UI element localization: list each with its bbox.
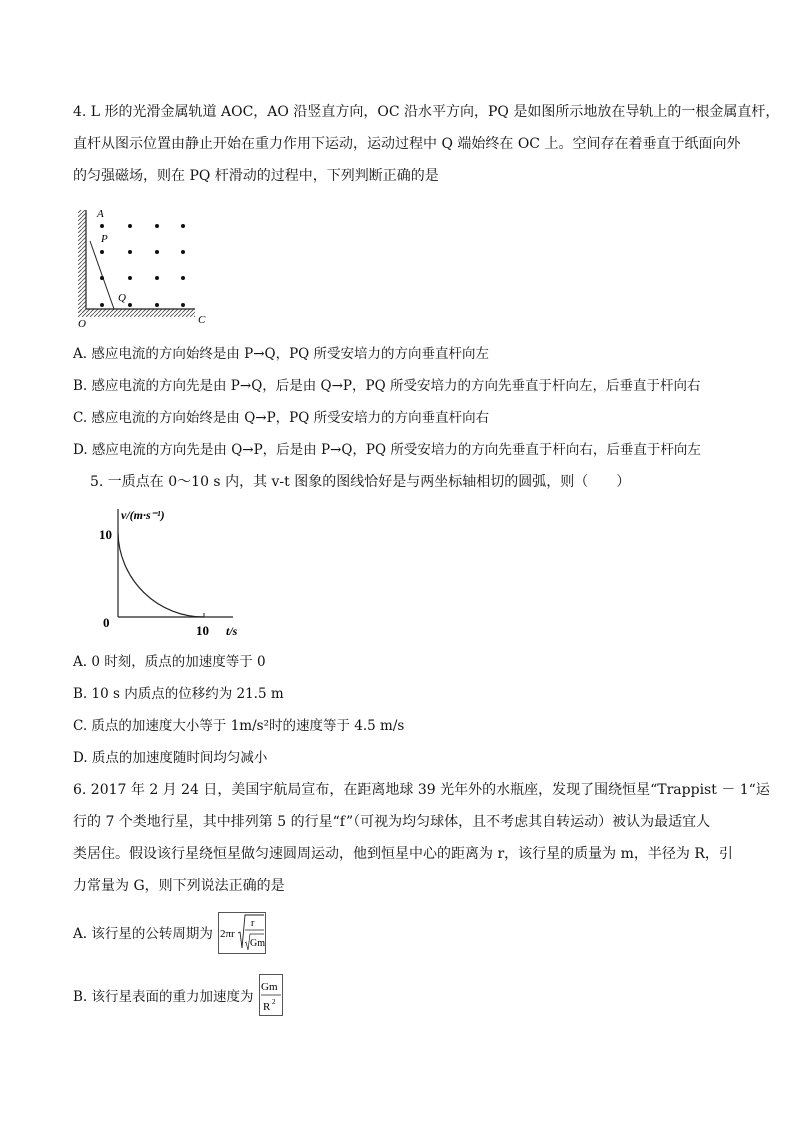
q5-option-a: A. 0 时刻，质点的加速度等于 0 xyxy=(73,654,266,670)
label-c: C xyxy=(198,314,206,326)
label-a: A xyxy=(97,208,104,220)
label-q: Q xyxy=(118,292,126,304)
y-tick-label: 10 xyxy=(99,527,112,542)
q4-option-b: B. 感应电流的方向先是由 P→Q，后是由 Q→P，PQ 所受安培力的方向先垂直于杆向左，后垂直于杆向右 xyxy=(73,378,701,394)
formula-den: Gm xyxy=(250,938,265,949)
q4-option-d: D. 感应电流的方向先是由 Q→P，后是由 P→Q，PQ 所受安培力的方向先垂直于杆向右，后垂直于杆向左 xyxy=(73,442,701,458)
q4-stem-line-3: 的匀强磁场，则在 PQ 杆滑动的过程中，下列判断正确的是 xyxy=(73,168,439,184)
label-o: O xyxy=(78,318,86,330)
label-p: P xyxy=(101,233,108,245)
q6-option-a-text: A. 该行星的公转周期为 xyxy=(73,926,213,942)
q6-stem-line-2: 行的 7 个类地行星，其中排列第 5 的行星“f”（可视为均匀球体，且不考虑其自转运动）被认为最适宜人 xyxy=(73,814,711,830)
q6-option-b-text: B. 该行星表面的重力加速度为 xyxy=(73,989,254,1005)
field-dots xyxy=(100,224,185,307)
x-axis-label: t/s xyxy=(226,624,238,638)
formula-b-exp: 2 xyxy=(272,998,276,1006)
q5-stem: 5. 一质点在 0～10 s 内，其 v-t 图象的图线恰好是与两坐标轴相切的圆弧，则（ ） xyxy=(90,474,631,490)
formula-num: r xyxy=(251,918,255,929)
formula-prefix: 2πr xyxy=(220,928,235,940)
q6-stem-line-3: 类居住。假设该行星绕恒星做匀速圆周运动，他到恒星中心的距离为 r，该行星的质量为 m，半径为 R，引 xyxy=(73,846,733,862)
q6-stem-line-1: 6. 2017 年 2 月 24 日，美国宇航局宣布，在距离地球 39 光年外的水瓶座，发现了围绕恒星“Trappist － 1“运 xyxy=(73,782,770,798)
origin-label: 0 xyxy=(103,615,110,630)
q4-stem-line-2: 直杆从图示位置由静止开始在重力作用下运动，运动过程中 Q 端始终在 OC 上。空间存在着垂直于纸面向外 xyxy=(73,136,741,152)
rail-oc xyxy=(78,309,195,317)
vt-curve xyxy=(118,533,204,617)
q6-period-formula xyxy=(218,912,266,954)
rail-ao xyxy=(78,210,86,313)
q4-stem-line-1: 4. L 形的光滑金属轨道 AOC，AO 沿竖直方向，OC 沿水平方向，PQ 是如图所示地放在导轨上的一根金属直杆， xyxy=(73,104,780,120)
q5-vt-graph xyxy=(95,503,260,643)
q4-rail-diagram xyxy=(70,205,215,330)
formula-b-den: R xyxy=(263,1001,271,1013)
formula-b-num: Gm xyxy=(261,981,278,993)
q6-gravity-formula xyxy=(259,974,283,1016)
q5-option-d: D. 质点的加速度随时间均匀减小 xyxy=(73,750,268,766)
q5-option-c: C. 质点的加速度大小等于 1m/s²时的速度等于 4.5 m/s xyxy=(73,718,405,734)
q4-option-c: C. 感应电流的方向始终是由 Q→P，PQ 所受安培力的方向垂直杆向右 xyxy=(73,410,490,426)
x-tick-label: 10 xyxy=(196,623,209,638)
q5-option-b: B. 10 s 内质点的位移约为 21.5 m xyxy=(73,686,284,702)
y-axis-label: v/(m·s⁻¹) xyxy=(121,508,165,522)
q4-option-a: A. 感应电流的方向始终是由 P→Q，PQ 所受安培力的方向垂直杆向左 xyxy=(73,346,490,362)
q6-stem-line-4: 力常量为 G，则下列说法正确的是 xyxy=(73,878,285,894)
